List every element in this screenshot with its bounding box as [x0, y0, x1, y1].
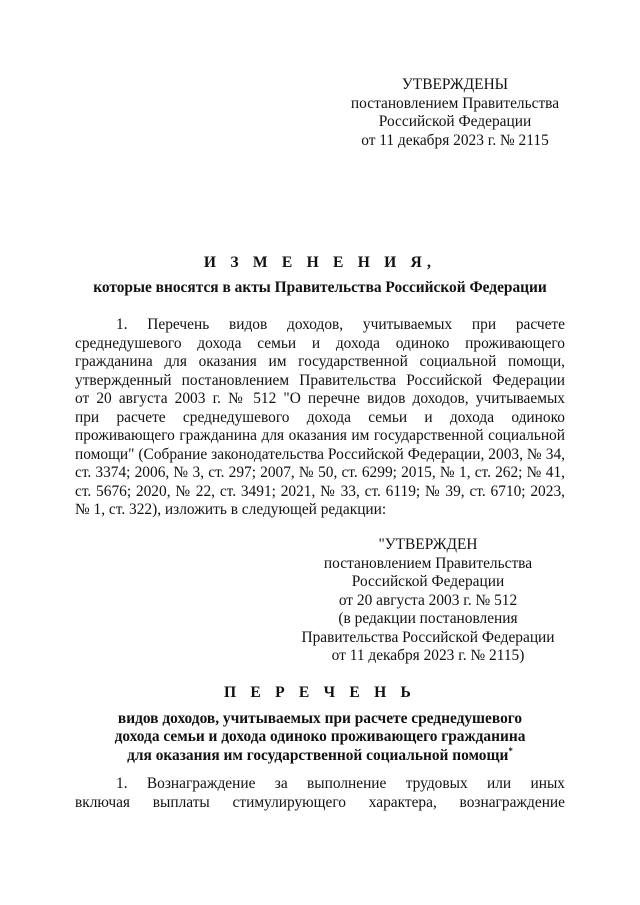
paragraph-line: среднедушевого дохода семьи и дохода одиноко проживающего [75, 334, 565, 352]
paragraph-line: утвержденный постановлением Правительства Российской Федерации [75, 371, 565, 389]
list-title [60, 684, 580, 765]
approval-line: от 11 декабря 2023 г. № 2115 [361, 131, 549, 149]
approval-line: Российской Федерации [378, 113, 532, 130]
paragraph-1 [75, 316, 565, 520]
paragraph-line: 1. Перечень видов доходов, учитываемых при расчете [116, 316, 565, 333]
paragraph-line: ст. 3374; 2006, № 3, ст. 297; 2007, № 50, ст. 6299; 2015, № 1, ст. 262; № 41, [75, 464, 565, 481]
paragraph-line: гражданина для оказания им государственной социальной помощи, [75, 353, 565, 370]
item-line: 1. Вознаграждение за выполнение трудовых или иных [116, 775, 565, 792]
list-approval-line: постановлением Правительства [323, 554, 533, 572]
paragraph-line: № 1, ст. 322), изложить в следующей редакции: [75, 501, 387, 518]
list-approval-line: (в редакции постановления [338, 610, 518, 627]
footnote-mark: * [508, 745, 513, 756]
paragraph-line: ст. 5676; 2020, № 22, ст. 3491; 2021, № 33, ст. 6119; № 39, ст. 6710; 2023, [75, 482, 565, 500]
approval-stamp [330, 76, 580, 150]
list-item-1 [75, 775, 565, 812]
paragraph-line: помощи" (Собрание законодательства Российской Федерации, 2003, № 34, [75, 445, 565, 463]
paragraph-line: от 20 августа 2003 г. № 512 "О перечне видов доходов, учитываемых [75, 390, 565, 407]
item-line: включая выплаты стимулирующего характера, вознаграждение [75, 793, 565, 811]
list-approval-line: от 11 декабря 2023 г. № 2115) [331, 647, 525, 664]
list-subtitle-line: видов доходов, учитываемых при расчете среднедушевого [117, 709, 523, 727]
list-heading: П Е Р Е Ч Е Н Ь [223, 684, 417, 701]
list-approval-heading: "УТВЕРЖДЕН [378, 536, 478, 553]
changes-heading: И З М Е Н Е Н И Я, [203, 254, 437, 271]
paragraph-line: при расчете среднедушевого дохода семьи и дохода одиноко [75, 408, 565, 426]
list-approval-stamp [288, 536, 568, 666]
changes-subtitle: которые вносятся в акты Правительства Российской Федерации [93, 278, 547, 296]
list-approval-line: Правительства Российской Федерации [301, 628, 555, 646]
list-subtitle-line: дохода семьи и дохода одиноко проживающего гражданина [114, 728, 526, 745]
changes-title [60, 254, 580, 297]
approval-line: постановлением Правительства [350, 94, 560, 112]
approval-heading: УТВЕРЖДЕНЫ [401, 76, 509, 93]
list-approval-line: Российской Федерации [351, 573, 505, 590]
list-subtitle-row [60, 747, 580, 766]
list-approval-line: от 20 августа 2003 г. № 512 [338, 591, 518, 609]
paragraph-line: проживающего гражданина для оказания им государственной социальной [75, 427, 565, 444]
list-subtitle-line: для оказания им государственной социальной помощи [127, 746, 509, 764]
